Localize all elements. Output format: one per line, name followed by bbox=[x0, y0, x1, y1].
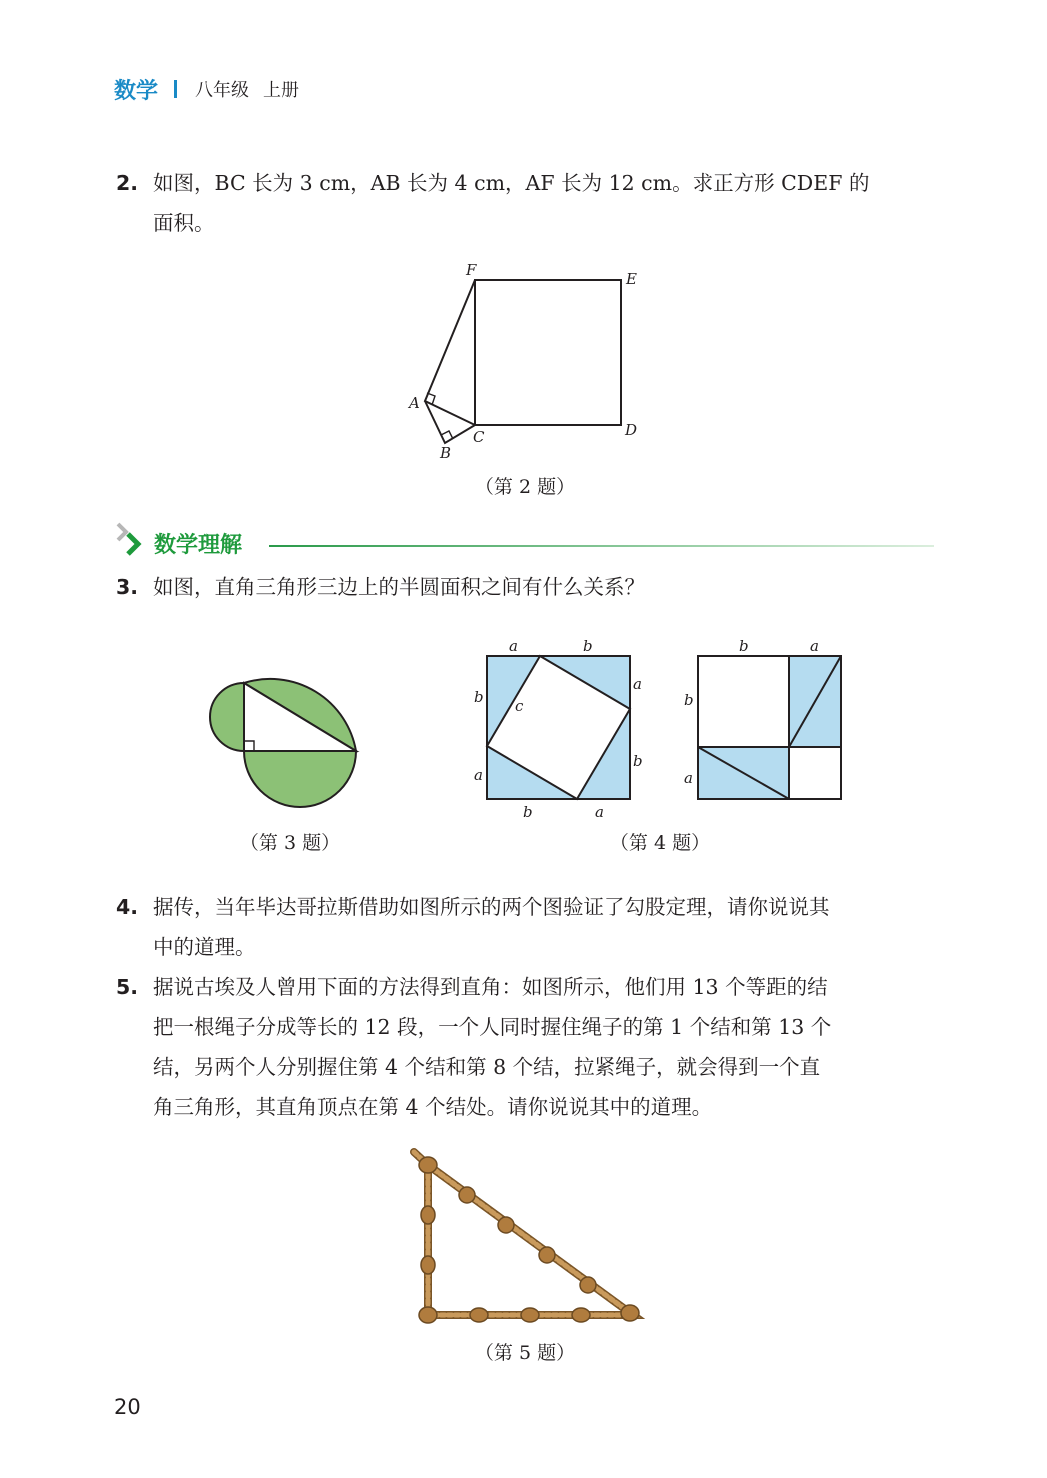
figure-3 bbox=[200, 645, 380, 815]
caption-4: （第 4 题） bbox=[609, 832, 711, 854]
knot-1 bbox=[419, 1157, 437, 1173]
section-rule bbox=[269, 545, 934, 547]
header-subject: 数学 bbox=[114, 78, 159, 104]
figure-4-right bbox=[684, 637, 841, 799]
chevron-icon bbox=[114, 520, 152, 560]
right-left-a: a bbox=[684, 769, 693, 787]
problem-4-line2: 中的道理。 bbox=[153, 935, 256, 959]
problem-2-line2: 面积。 bbox=[153, 211, 215, 235]
figure-4 bbox=[465, 632, 865, 827]
label-b: B bbox=[440, 444, 452, 462]
knot-6 bbox=[521, 1308, 539, 1322]
problem-3-number: 3. bbox=[116, 575, 139, 599]
figure-2 bbox=[400, 258, 660, 468]
problem-5-line2: 把一根绳子分成等长的 12 段，一个人同时握住绳子的第 1 个结和第 13 个 bbox=[153, 1015, 832, 1039]
page-number: 20 bbox=[114, 1395, 141, 1419]
problem-5-line4: 角三角形，其直角顶点在第 4 个结处。请你说说其中的道理。 bbox=[153, 1095, 713, 1119]
knot-8 bbox=[621, 1305, 639, 1321]
problem-3-line1: 如图，直角三角形三边上的半圆面积之间有什么关系？ bbox=[153, 575, 645, 599]
label-c: C bbox=[473, 428, 485, 446]
problem-5-number: 5. bbox=[116, 975, 139, 999]
left-left-b: b bbox=[474, 688, 484, 706]
knot-2 bbox=[421, 1206, 435, 1224]
problem-5-line3: 结，另两个人分别握住第 4 个结和第 8 个结，拉紧绳子，就会得到一个直 bbox=[153, 1055, 821, 1079]
page-header bbox=[114, 72, 313, 106]
problem-2 bbox=[116, 163, 936, 243]
left-bottom-a: a bbox=[595, 803, 604, 821]
knot-5 bbox=[470, 1308, 488, 1322]
left-top-b: b bbox=[583, 637, 593, 655]
label-a: A bbox=[409, 394, 420, 412]
problem-3 bbox=[116, 567, 936, 607]
knot-3 bbox=[421, 1256, 435, 1274]
problem-5 bbox=[116, 967, 936, 1127]
right-top-a: a bbox=[810, 637, 819, 655]
left-top-a: a bbox=[509, 637, 518, 655]
knot-10 bbox=[539, 1247, 555, 1263]
header-volume: 上册 bbox=[263, 80, 300, 101]
problem-2-number: 2. bbox=[116, 171, 139, 195]
left-bottom-b: b bbox=[523, 803, 533, 821]
knot-11 bbox=[498, 1217, 514, 1233]
problem-5-line1: 据说古埃及人曾用下面的方法得到直角：如图所示，他们用 13 个等距的结 bbox=[153, 975, 828, 999]
figure-4-left bbox=[474, 637, 643, 821]
problem-4-number: 4. bbox=[116, 895, 139, 919]
semicircle-short-leg bbox=[210, 683, 244, 751]
header-grade-volume bbox=[195, 76, 313, 102]
caption-3: （第 3 题） bbox=[239, 832, 341, 854]
problem-2-line1: 如图，BC 长为 3 cm，AB 长为 4 cm，AF 长为 12 cm。求正方形 CDEF 的 bbox=[153, 171, 870, 195]
label-e: E bbox=[626, 270, 637, 288]
inner-label-c: c bbox=[515, 697, 524, 715]
right-left-b: b bbox=[684, 691, 694, 709]
header-grade: 八年级 bbox=[195, 80, 250, 101]
right-top-b: b bbox=[739, 637, 749, 655]
problem-4-line1: 据传，当年毕达哥拉斯借助如图所示的两个图验证了勾股定理，请你说说其 bbox=[153, 895, 830, 919]
caption-5: （第 5 题） bbox=[474, 1342, 576, 1364]
section-title: 数学理解 bbox=[154, 533, 243, 558]
square-cdef bbox=[475, 280, 621, 425]
semicircle-long-leg bbox=[244, 751, 356, 807]
caption-2: （第 2 题） bbox=[474, 476, 576, 498]
knot-7 bbox=[572, 1308, 590, 1322]
knot-9 bbox=[580, 1277, 596, 1293]
left-left-a: a bbox=[474, 766, 483, 784]
problem-4 bbox=[116, 887, 936, 967]
left-right-a: a bbox=[633, 675, 642, 693]
left-right-b: b bbox=[633, 752, 643, 770]
section-heading bbox=[114, 520, 934, 560]
label-f: F bbox=[466, 261, 477, 279]
knot-12 bbox=[459, 1187, 475, 1203]
header-separator bbox=[174, 80, 177, 98]
label-d: D bbox=[625, 421, 638, 439]
knot-4 bbox=[419, 1307, 437, 1323]
figure-5-rope-triangle bbox=[400, 1140, 650, 1335]
